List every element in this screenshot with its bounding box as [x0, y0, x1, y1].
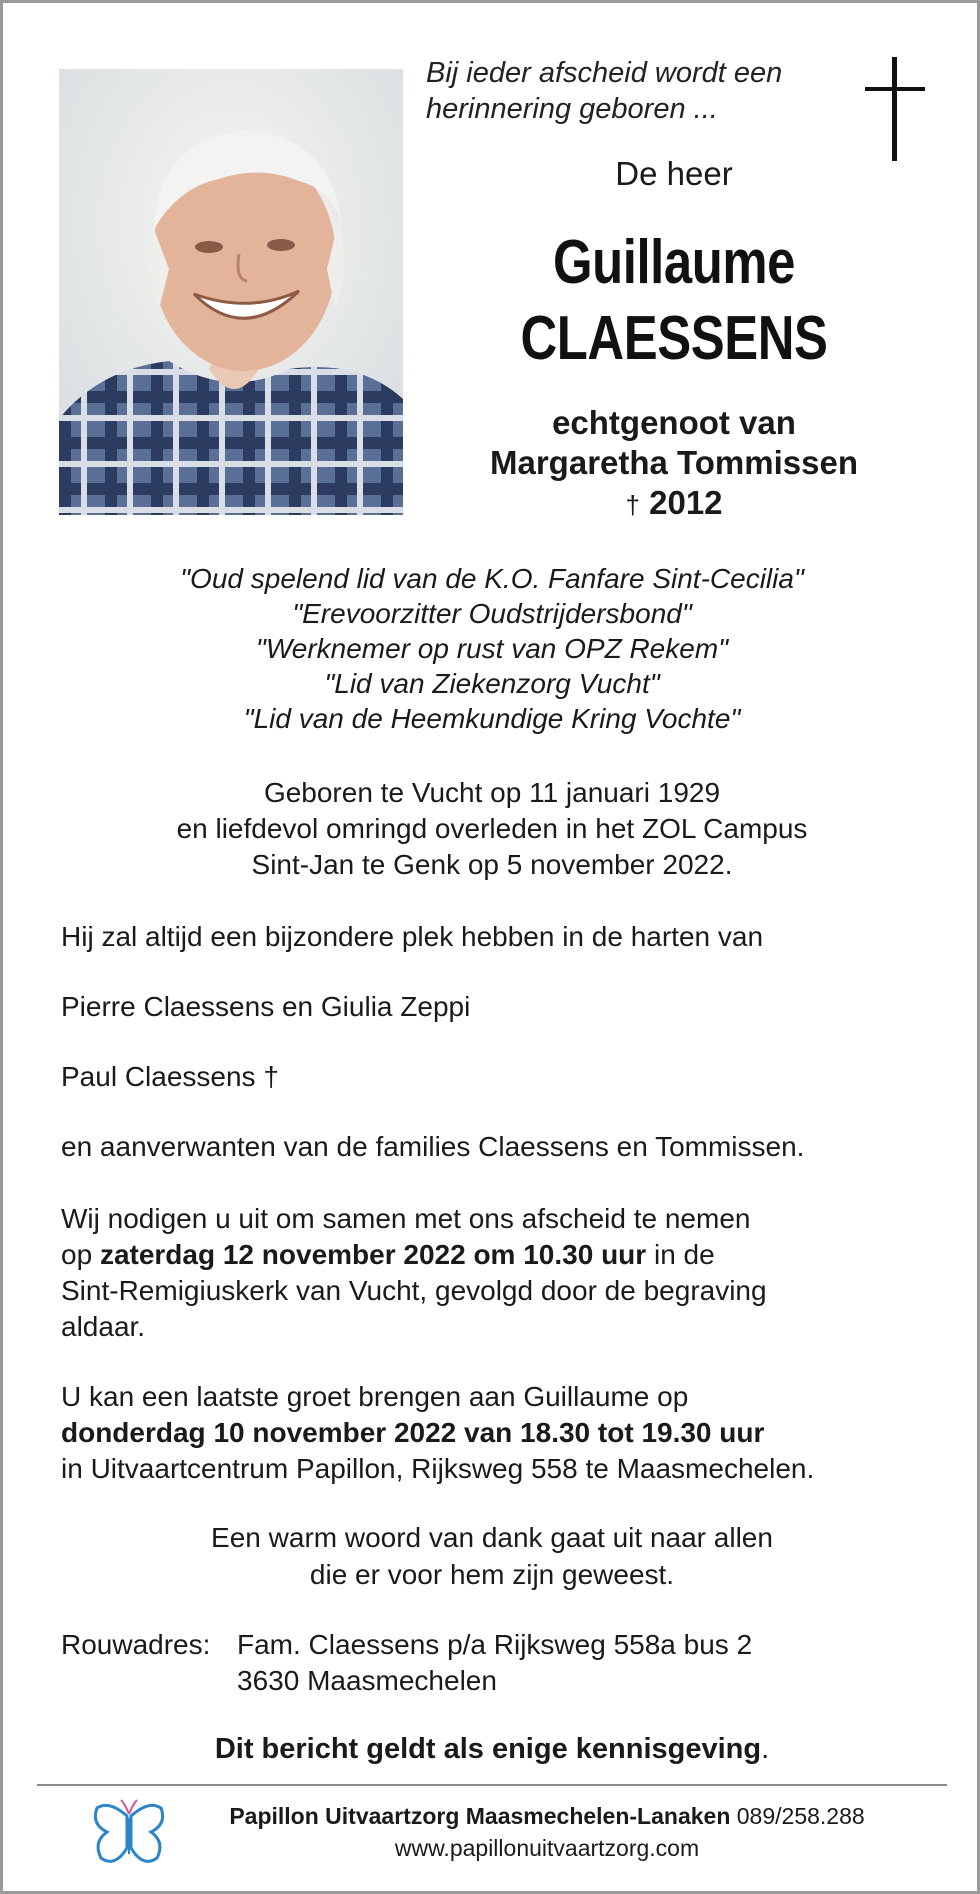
last-name: CLAESSENS [520, 304, 828, 373]
notice-end: . [761, 1733, 770, 1765]
funeral-home-website: www.papillonuitvaartzorg.com [394, 1835, 700, 1861]
funeral-line: aldaar. [61, 1311, 146, 1342]
mourning-address [237, 1627, 752, 1699]
title-line: "Oud spelend lid van de K.O. Fanfare Sint-Cecilia" [180, 563, 804, 594]
footer-divider [37, 1784, 947, 1786]
first-name: Guillaume [552, 228, 796, 297]
thanks-line: die er voor hem zijn geweest. [309, 1559, 675, 1590]
visitation-line: U kan een laatste groet brengen aan Guillaume op [61, 1381, 689, 1412]
honorary-titles [59, 561, 925, 736]
sole-notice [59, 1733, 925, 1766]
portrait-photo [59, 69, 403, 515]
born-line: en liefdevol omringd overleden in het ZOL Campus [176, 813, 808, 844]
opening-quote [426, 55, 826, 127]
notice-text: Dit bericht geldt als enige kennisgeving [214, 1733, 762, 1765]
address-label: Rouwadres: [61, 1629, 211, 1660]
quote-line: Bij ieder afscheid wordt een [426, 57, 783, 89]
spouse-info [433, 403, 915, 525]
funeral-line [61, 1237, 931, 1273]
born-line: Geboren te Vucht op 11 januari 1929 [263, 777, 721, 808]
family-intro: Hij zal altijd een bijzondere plek hebben in de harten van [61, 921, 764, 952]
birth-death-info [59, 775, 925, 883]
title-line: "Werknemer op rust van OPZ Rekem" [255, 633, 729, 664]
family-relatives: en aanverwanten van de families Claessens en Tommissen. [61, 1131, 805, 1162]
spouse-death-year: 2012 [649, 484, 723, 521]
funeral-line: Sint-Remigiuskerk van Vucht, gevolgd door de begraving [61, 1275, 767, 1306]
funeral-home-phone: 089/258.288 [736, 1803, 865, 1829]
dagger-icon: † [625, 490, 640, 520]
salutation: De heer [615, 155, 733, 192]
address-line: 3630 Maasmechelen [237, 1665, 497, 1696]
quote-line: herinnering geboren ... [426, 93, 718, 125]
funeral-home-name-line [179, 1803, 915, 1830]
thanks-line: Een warm woord van dank gaat uit naar allen [211, 1522, 773, 1553]
born-line: Sint-Jan te Genk op 5 november 2022. [251, 849, 733, 880]
title-line: "Erevoorzitter Oudstrijdersbond" [292, 598, 692, 629]
spouse-name: Margaretha Tommissen [490, 444, 858, 481]
latin-cross-icon [865, 57, 925, 161]
address-line: Fam. Claessens p/a Rijksweg 558a bus 2 [237, 1629, 753, 1660]
funeral-post: in de [646, 1239, 715, 1270]
deceased-name [476, 225, 871, 377]
spouse-relation: echtgenoot van [552, 404, 796, 441]
family-member: Paul Claessens † [61, 1061, 279, 1092]
spouse-death [433, 483, 915, 525]
butterfly-logo-icon [91, 1798, 167, 1870]
visitation-line: in Uitvaartcentrum Papillon, Rijksweg 558 te Maasmechelen. [61, 1453, 815, 1484]
visitation-date: donderdag 10 november 2022 van 18.30 tot 19.30 uur [61, 1417, 765, 1448]
title-line: "Lid van Ziekenzorg Vucht" [324, 668, 660, 699]
portrait-illustration [59, 69, 403, 515]
family-member: Pierre Claessens en Giulia Zeppi [61, 991, 471, 1022]
funeral-invitation [61, 1201, 931, 1345]
visitation-info [61, 1379, 931, 1487]
title-line: "Lid van de Heemkundige Kring Vochte" [243, 703, 741, 734]
funeral-line: Wij nodigen u uit om samen met ons afscheid te nemen [61, 1203, 751, 1234]
funeral-date: zaterdag 12 november 2022 om 10.30 uur [99, 1239, 647, 1270]
funeral-pre: op [61, 1239, 100, 1270]
funeral-home-name: Papillon Uitvaartzorg Maasmechelen-Lanaken [229, 1803, 731, 1829]
thanks-message [59, 1519, 925, 1593]
